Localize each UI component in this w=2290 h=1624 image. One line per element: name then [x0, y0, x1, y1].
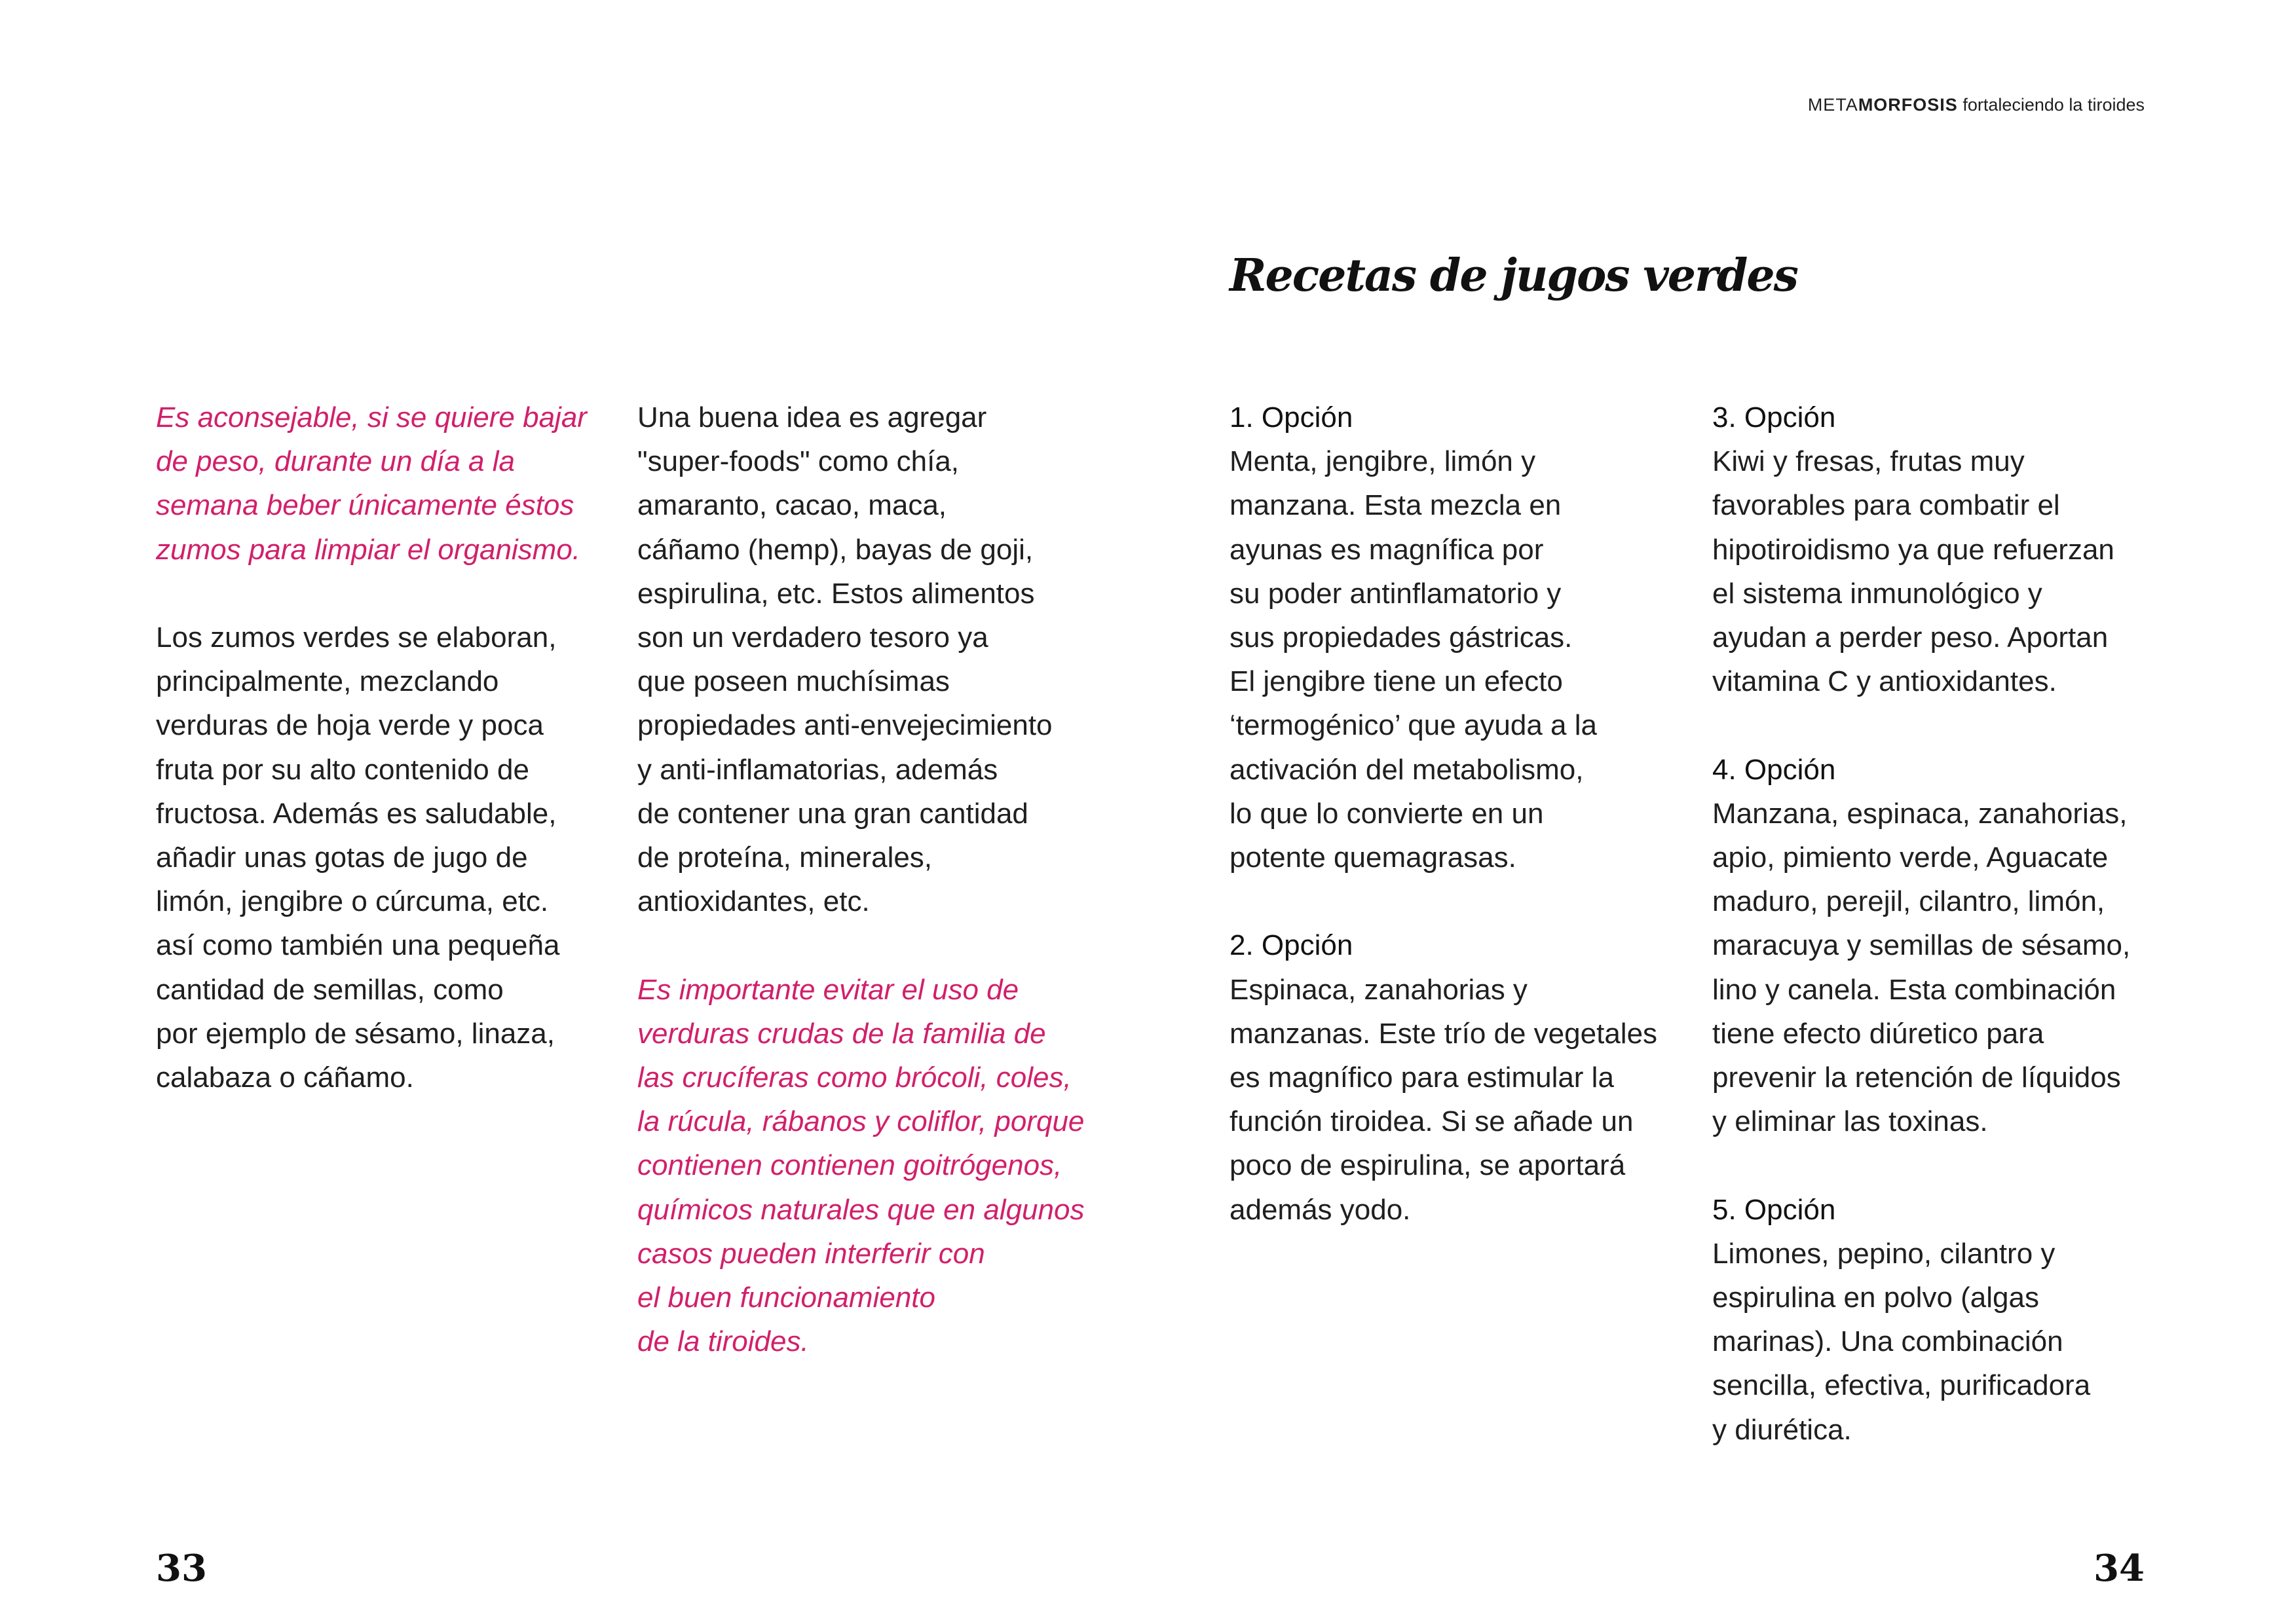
text-line: antioxidantes, etc. [637, 885, 870, 918]
text-line: "super-foods" como chía, [637, 445, 960, 478]
text-line: que poseen muchísimas [637, 665, 950, 698]
text-line: el sistema inmunológico y [1712, 577, 2042, 610]
text-line: la rúcula, rábanos y coliflor, porque [637, 1105, 1085, 1138]
left-column-2 [637, 396, 1084, 1363]
text-line: Es aconsejable, si se quiere bajar [156, 401, 587, 434]
text-line: ‘termogénico’ que ayuda a la [1229, 709, 1597, 742]
text-line: el buen funcionamiento [637, 1282, 935, 1314]
text-line: ayunas es magnífica por [1229, 533, 1544, 566]
text-line: de proteína, minerales, [637, 841, 933, 874]
text-line: además yodo. [1229, 1193, 1411, 1226]
text-line: contienen contienen goitrógenos, [637, 1149, 1062, 1182]
text-line: vitamina C y antioxidantes. [1712, 665, 2057, 698]
text-line: y eliminar las toxinas. [1712, 1105, 1988, 1138]
text-line: Una buena idea es agregar [637, 401, 987, 434]
text-line: semana beber únicamente éstos [156, 489, 574, 522]
text-line: apio, pimiento verde, Aguacate [1712, 841, 2109, 874]
text-line: Manzana, espinaca, zanahorias, [1712, 797, 2128, 830]
text-line: poco de espirulina, se aportará [1229, 1149, 1626, 1182]
text-line: propiedades anti-envejecimiento [637, 709, 1053, 742]
text-line: Limones, pepino, cilantro y [1712, 1237, 2055, 1270]
recipe-option-5 [1712, 1188, 2130, 1452]
text-line: potente quemagrasas. [1229, 841, 1516, 874]
text-line: lino y canela. Esta combinación [1712, 973, 2116, 1006]
body-paragraph [637, 396, 1084, 923]
text-line: espirulina en polvo (algas [1712, 1282, 2039, 1314]
text-line: espirulina, etc. Estos alimentos [637, 577, 1035, 610]
text-line: fruta por su alto contenido de [156, 753, 529, 786]
left-column-1 [156, 396, 587, 1099]
header-brand-meta: META [1807, 95, 1858, 115]
warning-highlight [637, 968, 1084, 1364]
text-line: manzanas. Este trío de vegetales [1229, 1017, 1658, 1050]
text-line: tiene efecto diúretico para [1712, 1017, 2044, 1050]
text-line: zumos para limpiar el organismo. [156, 533, 581, 566]
text-line: ayudan a perder peso. Aportan [1712, 621, 2109, 654]
text-line: son un verdadero tesoro ya [637, 621, 988, 654]
text-line: verduras crudas de la familia de [637, 1017, 1046, 1050]
recipe-option-4 [1712, 748, 2130, 1144]
text-line: las crucíferas como brócoli, coles, [637, 1061, 1072, 1094]
text-line: prevenir la retención de líquidos [1712, 1061, 2121, 1094]
text-line: su poder antinflamatorio y [1229, 577, 1562, 610]
text-line: maduro, perejil, cilantro, limón, [1712, 885, 2105, 918]
text-line: activación del metabolismo, [1229, 753, 1584, 786]
section-title: Recetas de jugos verdes [1229, 249, 1797, 302]
text-line: así como también una pequeña [156, 929, 560, 962]
text-line: añadir unas gotas de jugo de [156, 841, 528, 874]
text-line: manzana. Esta mezcla en [1229, 489, 1562, 522]
body-paragraph [156, 616, 587, 1099]
text-line: es magnífico para estimular la [1229, 1061, 1614, 1094]
text-line: de la tiroides. [637, 1325, 809, 1358]
text-line: calabaza o cáñamo. [156, 1061, 414, 1094]
text-line: El jengibre tiene un efecto [1229, 665, 1563, 698]
text-line: Es importante evitar el uso de [637, 973, 1019, 1006]
text-line: sus propiedades gástricas. [1229, 621, 1573, 654]
header-brand-morfosis: MORFOSIS [1858, 95, 1958, 115]
text-line: sencilla, efectiva, purificadora [1712, 1369, 2091, 1402]
text-line: Menta, jengibre, limón y [1229, 445, 1536, 478]
text-line: hipotiroidismo ya que refuerzan [1712, 533, 2114, 566]
option-heading: 4. Opción [1712, 753, 1836, 786]
text-line: maracuya y semillas de sésamo, [1712, 929, 2131, 962]
text-line: cáñamo (hemp), bayas de goji, [637, 533, 1034, 566]
page-number-left: 33 [156, 1547, 207, 1590]
recipe-option-1 [1229, 396, 1657, 879]
running-header [1808, 95, 2145, 115]
intro-highlight [156, 396, 587, 572]
text-line: lo que lo convierte en un [1229, 797, 1544, 830]
text-line: químicos naturales que en algunos [637, 1193, 1085, 1226]
recipes-column-1 [1229, 396, 1657, 1232]
recipe-option-3 [1712, 396, 2130, 703]
text-line: casos pueden interferir con [637, 1237, 985, 1270]
text-line: amaranto, cacao, maca, [637, 489, 947, 522]
text-line: de peso, durante un día a la [156, 445, 515, 478]
text-line: limón, jengibre o cúrcuma, etc. [156, 885, 549, 918]
text-line: Los zumos verdes se elaboran, [156, 621, 557, 654]
text-line: fructosa. Además es saludable, [156, 797, 557, 830]
recipes-column-2 [1712, 396, 2130, 1452]
option-heading: 1. Opción [1229, 401, 1353, 434]
text-line: Espinaca, zanahorias y [1229, 973, 1528, 1006]
recipe-option-2 [1229, 923, 1657, 1231]
option-heading: 5. Opción [1712, 1193, 1836, 1226]
text-line: cantidad de semillas, como [156, 973, 504, 1006]
header-subtitle: fortaleciendo la tiroides [1957, 95, 2145, 115]
text-line: de contener una gran cantidad [637, 797, 1028, 830]
text-line: función tiroidea. Si se añade un [1229, 1105, 1634, 1138]
option-heading: 2. Opción [1229, 929, 1353, 962]
text-line: verduras de hoja verde y poca [156, 709, 544, 742]
text-line: principalmente, mezclando [156, 665, 499, 698]
text-line: marinas). Una combinación [1712, 1325, 2063, 1358]
text-line: Kiwi y fresas, frutas muy [1712, 445, 2025, 478]
option-heading: 3. Opción [1712, 401, 1836, 434]
page-number-right: 34 [2093, 1547, 2145, 1590]
text-line: por ejemplo de sésamo, linaza, [156, 1017, 555, 1050]
text-line: y diurética. [1712, 1413, 1852, 1446]
text-line: favorables para combatir el [1712, 489, 2060, 522]
text-line: y anti-inflamatorias, además [637, 753, 998, 786]
